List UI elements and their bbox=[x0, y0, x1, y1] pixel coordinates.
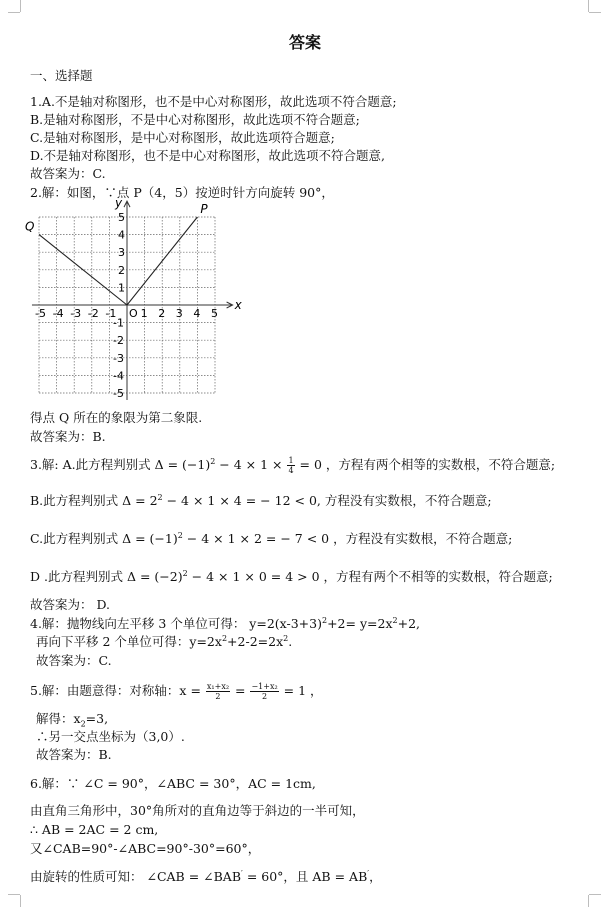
crop-mark-top-right-h bbox=[589, 12, 601, 13]
x-tick-label: -4 bbox=[52, 307, 64, 320]
y-tick-label: 1 bbox=[118, 281, 125, 295]
q4-line-2: 再向下平移 2 个单位可得：$y=2x^2+2-2=2x^2$. bbox=[36, 633, 293, 649]
q3-option-c: C.此方程判别式 $\Delta = (-1)^2 - 4 \times 1 \times 2$ = − 7 < 0 ，方程没有实数根，不符合题意; bbox=[30, 530, 513, 546]
q6-line-2: 由直角三角形中，30°角所对的直角边等于斜边的一半可知， bbox=[30, 803, 365, 818]
section-heading: 一、选择题 bbox=[30, 68, 93, 83]
y-tick-label: 2 bbox=[118, 263, 125, 277]
q1-option-a: 1.A.不是轴对称图形，也不是中心对称图形，故此选项不符合题意; bbox=[30, 94, 397, 109]
crop-mark-bottom-right-h bbox=[589, 894, 601, 895]
q2-intro: 2.解：如图，∵点 P（4，5）按逆时针方向旋转 90°， bbox=[30, 185, 334, 200]
q2-result: 得点 Q 所在的象限为第二象限. bbox=[30, 410, 203, 425]
q1-option-d: D.不是轴对称图形，也不是中心对称图形，故此选项不符合题意, bbox=[30, 148, 386, 163]
q5-line-2: 解得：$x_2=3$, bbox=[36, 711, 109, 729]
point-p-label: P bbox=[200, 202, 208, 216]
q5-line-1: 5.解：由题意得：对称轴：x = $\frac{\text{x₁+x₂}}{2}$ = $\frac{\text{−1+x₂}}{2}$ = 1 ， bbox=[30, 682, 323, 701]
q5-line-3: ∴另一交点坐标为（3,0）. bbox=[36, 729, 185, 744]
crop-mark-bottom-left bbox=[20, 895, 21, 907]
crop-mark-top-left-h bbox=[8, 12, 20, 13]
crop-mark-bottom-right bbox=[588, 895, 589, 907]
q3-answer: 故答案为： D. bbox=[30, 597, 111, 612]
y-tick-label: -5 bbox=[113, 387, 124, 400]
crop-mark-top-left bbox=[20, 0, 21, 12]
graph-axes bbox=[32, 201, 233, 400]
x-tick-label: -2 bbox=[87, 307, 99, 320]
y-tick-label: -1 bbox=[113, 316, 124, 330]
q6-line-5: 由旋转的性质可知： ∠CAB = ∠BAB′ = 60°，且 AB = AB′， bbox=[30, 868, 382, 884]
q6-line-3: ∴ AB = 2AC = 2 cm, bbox=[30, 822, 159, 837]
crop-mark-top-right bbox=[588, 0, 589, 12]
y-tick-label: -2 bbox=[113, 334, 124, 348]
x-tick-label: 5 bbox=[211, 307, 218, 320]
q6-line-1: 6.解：∵ ∠C = 90°，∠ABC = 30°，AC = 1cm, bbox=[30, 776, 316, 791]
y-tick-label: 5 bbox=[118, 211, 125, 224]
q3-option-b: B.此方程判别式 $\Delta = 2^2 - 4 \times 1 \times 4$ = − 12 < 0, 方程没有实数根，不符合题意; bbox=[30, 492, 492, 508]
q1-option-c: C.是轴对称图形，是中心对称图形，故此选项符合题意; bbox=[30, 130, 335, 145]
q2-answer: 故答案为：B. bbox=[30, 429, 106, 444]
q3-option-a: 3.解: A.此方程判别式 $\Delta = (-1)^2 - 4 \times 1$ × $\frac{1}{4}$ = 0 ，方程有两个相等的实数根，不符合题意; bbox=[30, 456, 556, 475]
x-tick-label: 3 bbox=[175, 307, 183, 320]
x-tick-label: 1 bbox=[140, 307, 148, 320]
q2-coordinate-graph bbox=[22, 198, 242, 406]
x-tick-label: 4 bbox=[193, 307, 201, 320]
q6-line-4: 又∠CAB=90°-∠ABC=90°-30°=60°， bbox=[30, 841, 261, 856]
q3-option-d: D .此方程判别式 $\Delta = (-2)^2 - 4 \times 1 \times 0 = 4 > 0$ ，方程有两个不相等的实数根，符合题意; bbox=[30, 568, 553, 584]
x-tick-label: -1 bbox=[105, 307, 117, 320]
x-axis-label: x bbox=[234, 298, 242, 312]
q1-answer: 故答案为：C. bbox=[30, 166, 106, 181]
y-tick-label: 4 bbox=[118, 228, 125, 242]
q1-option-b: B.是轴对称图形，不是中心对称图形，故此选项不符合题意; bbox=[30, 112, 360, 127]
q4-line-1: 4.解：抛物线向左平移 3 个单位可得： $y=2(x-3+3)^2+2= y=2x^2+2$, bbox=[30, 615, 420, 631]
y-tick-label: 3 bbox=[118, 246, 125, 260]
x-tick-label: 2 bbox=[158, 307, 166, 320]
crop-mark-bottom-left-h bbox=[8, 894, 20, 895]
x-tick-label: O bbox=[129, 307, 138, 320]
y-axis-label: y bbox=[115, 198, 123, 211]
point-q-label: Q bbox=[25, 219, 35, 234]
y-tick-label: -4 bbox=[113, 369, 124, 383]
q5-answer: 故答案为：B. bbox=[36, 747, 112, 762]
q4-answer: 故答案为：C. bbox=[36, 653, 112, 668]
page-title: 答案 bbox=[288, 33, 321, 52]
x-tick-label: -3 bbox=[70, 307, 82, 320]
x-tick-label: -5 bbox=[35, 307, 46, 320]
y-tick-label: -3 bbox=[113, 351, 124, 365]
